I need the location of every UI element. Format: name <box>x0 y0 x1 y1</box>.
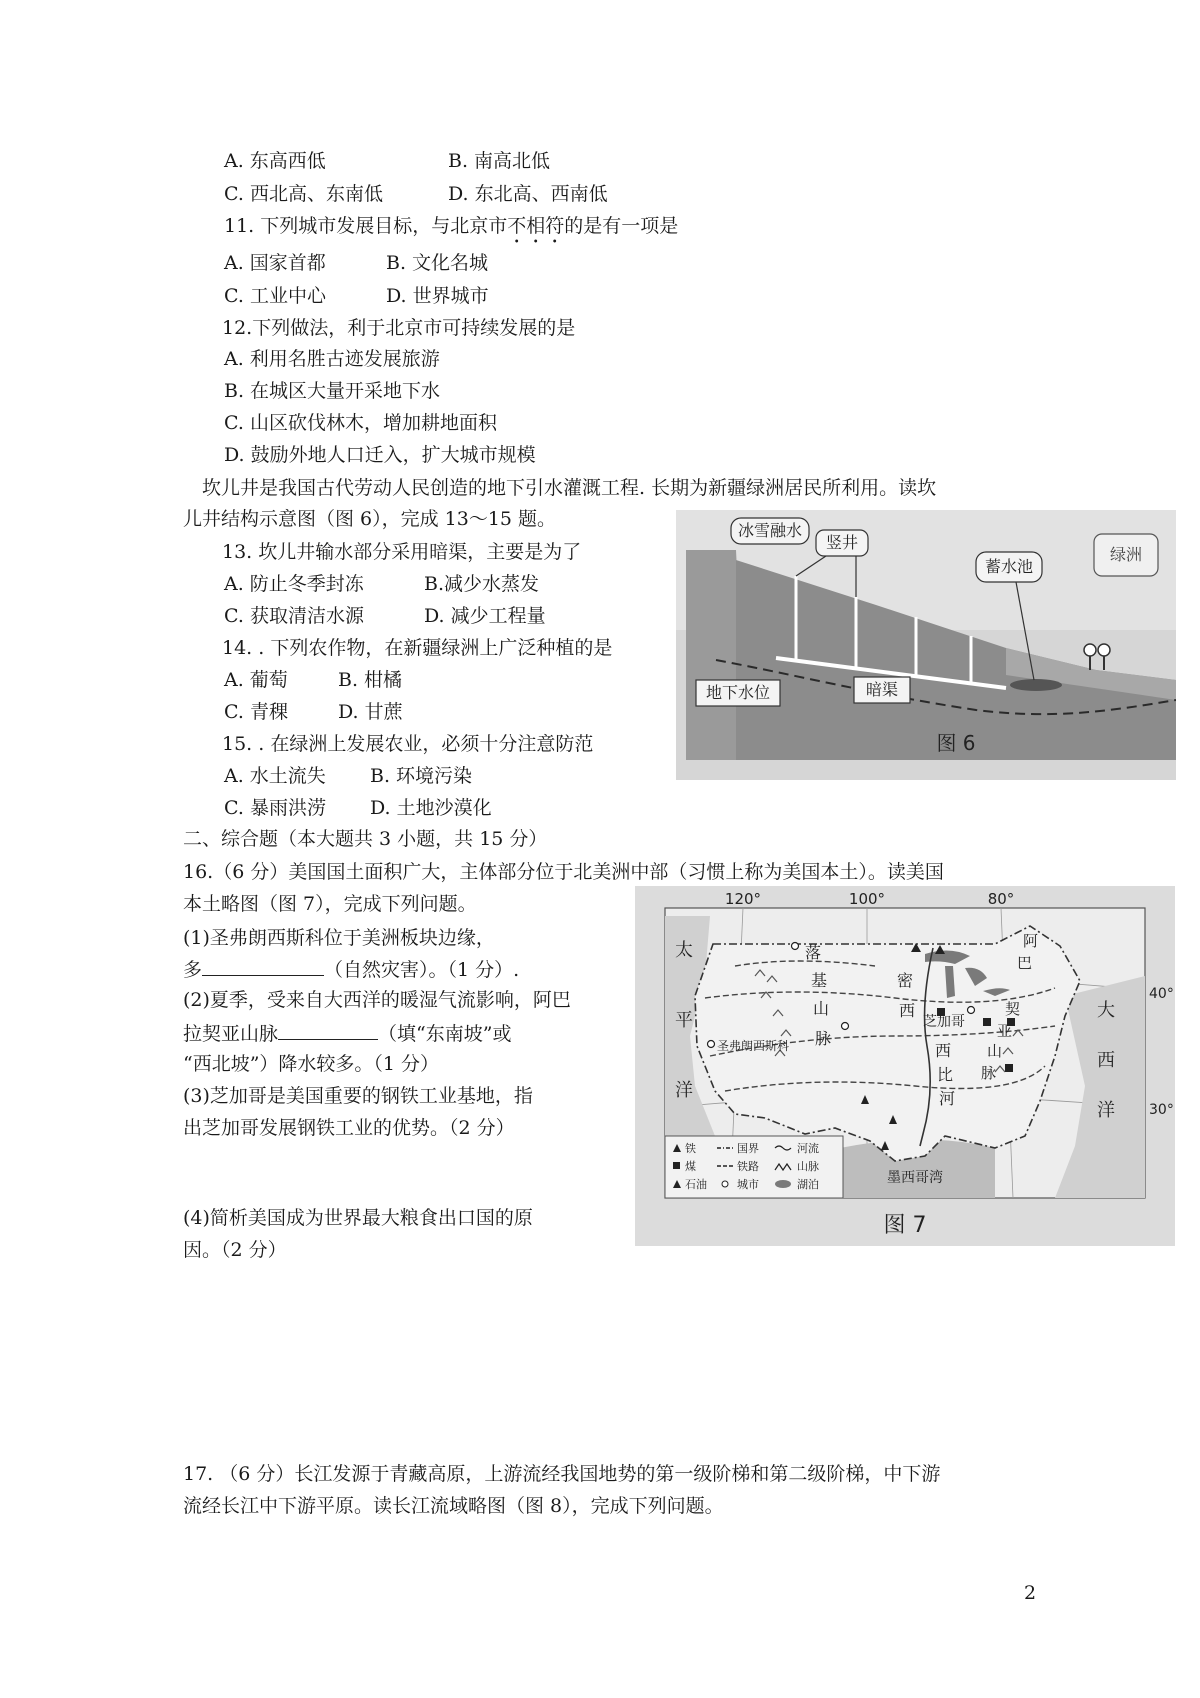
q10-option-c: C. 西北高、东南低 <box>224 183 383 205</box>
q15-option-a: A. 水土流失 <box>224 765 326 787</box>
fig7-legend <box>665 1136 843 1198</box>
q11-option-b: B. 文化名城 <box>386 252 489 274</box>
q10-option-b: B. 南高北低 <box>448 150 551 172</box>
section2-heading: 二、综合题（本大题共 3 小题，共 15 分） <box>183 828 548 850</box>
fig7-label-chicago: 芝加哥 <box>923 1014 965 1030</box>
q13-option-c: C. 获取清洁水源 <box>224 605 364 627</box>
fig7-pacific-char-1: 太 <box>675 940 693 961</box>
fig7-legend-coal: 煤 <box>685 1160 696 1173</box>
q16-part4-line2: 因。（2 分） <box>183 1239 287 1261</box>
q14-option-b: B. 柑橘 <box>338 669 403 691</box>
fig7-lon-100: 100° <box>848 890 886 908</box>
fig6-label-channel: 暗渠 <box>865 680 899 699</box>
q16-part1-line1: (1)圣弗朗西斯科位于美洲板块边缘， <box>183 927 495 949</box>
q11-option-a: A. 国家首都 <box>224 252 326 274</box>
fig7-rocky-char-3: 山 <box>813 999 830 1018</box>
fig7-app-char-4: 亚 <box>997 1022 1013 1040</box>
fig7-lat-40: 40° <box>1149 986 1174 1002</box>
q15-stem: 15. . 在绿洲上发展农业，必须十分注意防范 <box>222 733 594 755</box>
fig7-legend-city: 城市 <box>737 1178 759 1191</box>
fig7-app-char-3: 契 <box>1005 1000 1021 1018</box>
fig6-label-shaft: 竖井 <box>825 533 859 552</box>
fig6-label-watertable: 地下水位 <box>705 683 771 702</box>
fig7-legend-mountain: 山脉 <box>797 1160 819 1173</box>
q16-part1-answer-blank[interactable] <box>202 955 324 976</box>
fig7-app-char-6: 脉 <box>981 1064 997 1082</box>
page-number: 2 <box>1024 1582 1037 1604</box>
q12-option-a: A. 利用名胜古迹发展旅游 <box>224 348 440 370</box>
q16-part2-suffix: （填“东南坡”或 <box>378 1023 512 1045</box>
fig7-legend-oil: 石油 <box>685 1178 707 1191</box>
q13-option-a: A. 防止冬季封冻 <box>224 573 364 595</box>
q16-part3-line2: 出芝加哥发展钢铁工业的优势。（2 分） <box>183 1117 515 1139</box>
q10-option-d: D. 东北高、西南低 <box>448 183 608 205</box>
q13-option-b: B.减少水蒸发 <box>424 573 540 595</box>
fig7-atlantic-char-2: 西 <box>1097 1050 1115 1071</box>
fig7-miss-char-5: 河 <box>939 1089 956 1108</box>
q15-option-d: D. 土地沙漠化 <box>370 797 492 819</box>
q13-option-d: D. 减少工程量 <box>424 605 546 627</box>
fig7-atlantic-char-3: 洋 <box>1097 1100 1115 1121</box>
fig7-miss-char-3: 西 <box>935 1041 952 1060</box>
q17-line1: 17. （6 分）长江发源于青藏高原，上游流经我国地势的第一级阶梯和第二级阶梯，中下游 <box>183 1463 941 1485</box>
fig7-app-char-2: 巴 <box>1017 954 1033 972</box>
fig6-reservoir-shape <box>1010 679 1062 691</box>
q16-part2-prefix: 拉契亚山脉 <box>183 1023 279 1045</box>
fig6-label-reservoir: 蓄水池 <box>984 557 1034 576</box>
fig7-label-sf: 圣弗朗西斯科 <box>717 1039 790 1053</box>
q10-option-a: A. 东高西低 <box>224 150 326 172</box>
q11-stem-post: 的是有一项是 <box>564 215 679 237</box>
q13-stem: 13. 坎儿井输水部分采用暗渠，主要是为了 <box>222 541 582 563</box>
karez-intro-line2: 儿井结构示意图（图 6），完成 13～15 题。 <box>183 508 557 530</box>
fig7-pacific-char-3: 洋 <box>675 1080 693 1101</box>
q11-stem-pre: 11. 下列城市发展目标，与北京市 <box>224 215 508 237</box>
fig7-miss-char-1: 密 <box>897 971 914 990</box>
q14-stem: 14. . 下列农作物，在新疆绿洲上广泛种植的是 <box>222 637 613 659</box>
fig7-legend-railway: 铁路 <box>737 1160 759 1173</box>
fig7-legend-iron: 铁 <box>685 1142 696 1155</box>
figure-7-svg <box>635 886 1175 1246</box>
q16-part2-line2 <box>183 1019 511 1047</box>
karez-intro-line1: 坎儿井是我国古代劳动人民创造的地下引水灌溉工程. 长期为新疆绿洲居民所利用。读坎 <box>202 477 937 499</box>
q16-part2-answer-blank[interactable] <box>278 1019 378 1040</box>
fig7-lon-80: 80° <box>987 890 1015 908</box>
fig7-legend-river: 河流 <box>797 1142 819 1155</box>
fig7-miss-char-4: 比 <box>937 1065 954 1084</box>
q16-part2-line3: “西北坡”）降水较多。（1 分） <box>183 1053 440 1075</box>
q15-option-b: B. 环境污染 <box>370 765 473 787</box>
fig7-rocky-char-1: 落 <box>805 943 822 962</box>
fig7-app-char-5: 山 <box>987 1042 1003 1060</box>
q14-option-d: D. 甘蔗 <box>338 701 403 723</box>
figure-7-us-map <box>635 886 1175 1246</box>
fig6-label-oasis: 绿洲 <box>1109 545 1143 564</box>
fig6-label-snowmelt: 冰雪融水 <box>737 521 803 540</box>
fig7-rocky-char-2: 基 <box>811 971 828 990</box>
q17-line2: 流经长江中下游平原。读长江流域略图（图 8），完成下列问题。 <box>183 1495 724 1517</box>
q14-option-c: C. 青稞 <box>224 701 288 723</box>
fig6-caption: 图 6 <box>936 731 976 755</box>
q12-option-c: C. 山区砍伐林木，增加耕地面积 <box>224 412 497 434</box>
q14-option-a: A. 葡萄 <box>224 669 288 691</box>
fig7-pacific-char-2: 平 <box>675 1010 693 1031</box>
q12-option-d: D. 鼓励外地人口迁入，扩大城市规模 <box>224 444 536 466</box>
q16-part2-line1: (2)夏季，受来自大西洋的暖湿气流影响，阿巴 <box>183 989 571 1011</box>
fig7-legend-border: 国界 <box>737 1142 759 1155</box>
fig7-rocky-char-4: 脉 <box>815 1029 832 1048</box>
figure-6-svg <box>676 510 1176 780</box>
fig7-lon-120: 120° <box>724 890 762 908</box>
fig7-legend-lake: 湖泊 <box>797 1178 819 1191</box>
q16-part1-suffix: （自然灾害）。（1 分）. <box>324 959 520 981</box>
q16-intro-line2: 本土略图（图 7），完成下列问题。 <box>183 893 477 915</box>
fig7-caption: 图 7 <box>883 1213 927 1238</box>
fig7-lat-30: 30° <box>1149 1102 1174 1118</box>
q16-part1-prefix: 多 <box>183 959 203 981</box>
q11-stem <box>224 213 678 248</box>
fig7-app-char-1: 阿 <box>1023 932 1039 950</box>
q16-part3-line1: (3)芝加哥是美国重要的钢铁工业基地，指 <box>183 1085 533 1107</box>
q15-option-c: C. 暴雨洪涝 <box>224 797 326 819</box>
q16-intro-line1: 16.（6 分）美国国土面积广大，主体部分位于北美洲中部（习惯上称为美国本土）。读美国 <box>183 861 944 883</box>
q11-option-d: D. 世界城市 <box>386 285 489 307</box>
q12-option-b: B. 在城区大量开采地下水 <box>224 380 441 402</box>
q16-part4-line1: (4)简析美国成为世界最大粮食出口国的原 <box>183 1207 533 1229</box>
figure-6-karez-diagram <box>676 510 1176 780</box>
q16-part1-line2 <box>183 955 519 983</box>
q12-stem: 12.下列做法，利于北京市可持续发展的是 <box>222 317 576 339</box>
fig7-label-gulf: 墨西哥湾 <box>887 1170 943 1186</box>
fig7-atlantic-char-1: 大 <box>1097 1000 1115 1021</box>
fig7-miss-char-2: 西 <box>899 1001 916 1020</box>
q11-option-c: C. 工业中心 <box>224 285 326 307</box>
q11-stem-emphasis: 不相符 <box>507 215 565 237</box>
